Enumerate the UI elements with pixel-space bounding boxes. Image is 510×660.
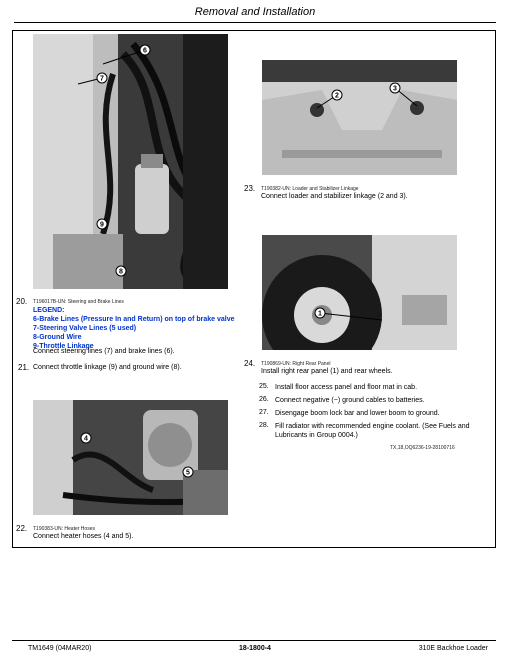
footer-page-number: 18-1800-4 bbox=[239, 645, 271, 652]
step-number: 26. bbox=[259, 396, 269, 403]
figure-20-legend bbox=[33, 306, 235, 351]
figure-23-callouts bbox=[262, 60, 457, 175]
legend-item: 8-Ground Wire bbox=[33, 334, 82, 341]
figure-24-callouts bbox=[262, 235, 457, 350]
step-20-text: Connect steering lines (7) and brake lines (6). bbox=[33, 348, 175, 355]
list-item bbox=[259, 383, 481, 392]
step-22-number: 22. bbox=[16, 524, 28, 533]
figure-22-callouts bbox=[33, 400, 228, 515]
step-21-text: Connect throttle linkage (9) and ground wire (8). bbox=[33, 364, 182, 371]
callout-4-label: 4 bbox=[84, 435, 88, 443]
step-text: Fill radiator with recommended engine coolant. (See Fuels and Lubricants in Group 0004.) bbox=[275, 423, 470, 439]
footer-rule bbox=[12, 640, 496, 641]
figure-24-caption: T190869-UN: Right Rear Panel bbox=[261, 361, 331, 367]
header-rule bbox=[14, 22, 496, 23]
step-20-number: 20. bbox=[16, 297, 28, 306]
list-item bbox=[259, 409, 481, 418]
step-text: Connect negative (−) ground cables to batteries. bbox=[275, 397, 425, 404]
step-24-number: 24. bbox=[244, 359, 256, 368]
figure-23-caption: T190382-UN: Loader and Stabilizer Linkage bbox=[261, 186, 359, 192]
callout-7-label: 7 bbox=[100, 75, 104, 83]
footer-manual-id: TM1649 (04MAR20) bbox=[28, 645, 92, 652]
callout-5-label: 5 bbox=[186, 469, 190, 477]
figure-20-caption: T196017B-UN: Steering and Brake Lines bbox=[33, 299, 124, 305]
list-item bbox=[259, 422, 481, 440]
step-21-number: 21. bbox=[18, 363, 30, 372]
figure-20-callouts bbox=[33, 34, 228, 289]
legend-item: 7-Steering Valve Lines (5 used) bbox=[33, 325, 137, 332]
step-number: 25. bbox=[259, 383, 269, 390]
legend-item: 9-Throttle Linkage bbox=[33, 343, 94, 350]
list-item bbox=[259, 396, 481, 405]
legend-title: LEGEND: bbox=[33, 307, 65, 314]
step-text: Disengage boom lock bar and lower boom to ground. bbox=[275, 410, 440, 417]
document-reference: TX,18,OQ6236-19-28100716 bbox=[390, 445, 455, 451]
callout-9-label: 9 bbox=[100, 221, 104, 229]
legend-item: 6-Brake Lines (Pressure In and Return) on top of brake valve bbox=[33, 316, 235, 323]
footer-product-name: 310E Backhoe Loader bbox=[418, 645, 488, 652]
step-23-number: 23. bbox=[244, 184, 256, 193]
step-number: 28. bbox=[259, 422, 269, 429]
step-22-text: Connect heater hoses (4 and 5). bbox=[33, 533, 134, 540]
callout-6-label: 6 bbox=[143, 47, 147, 55]
callout-1-label: 1 bbox=[318, 310, 322, 318]
step-number: 27. bbox=[259, 409, 269, 416]
callout-8-label: 8 bbox=[119, 268, 123, 276]
callout-2-label: 2 bbox=[335, 92, 339, 100]
figure-22-caption: T190383-UN: Heater Hoses bbox=[33, 526, 95, 532]
step-24-text: Install right rear panel (1) and rear wheels. bbox=[261, 368, 393, 375]
callout-3-label: 3 bbox=[393, 85, 397, 93]
step-text: Install floor access panel and floor mat in cab. bbox=[275, 384, 418, 391]
step-23-text: Connect loader and stabilizer linkage (2 and 3). bbox=[261, 193, 408, 200]
steps-list bbox=[259, 383, 481, 444]
page-header-title: Removal and Installation bbox=[194, 6, 316, 18]
